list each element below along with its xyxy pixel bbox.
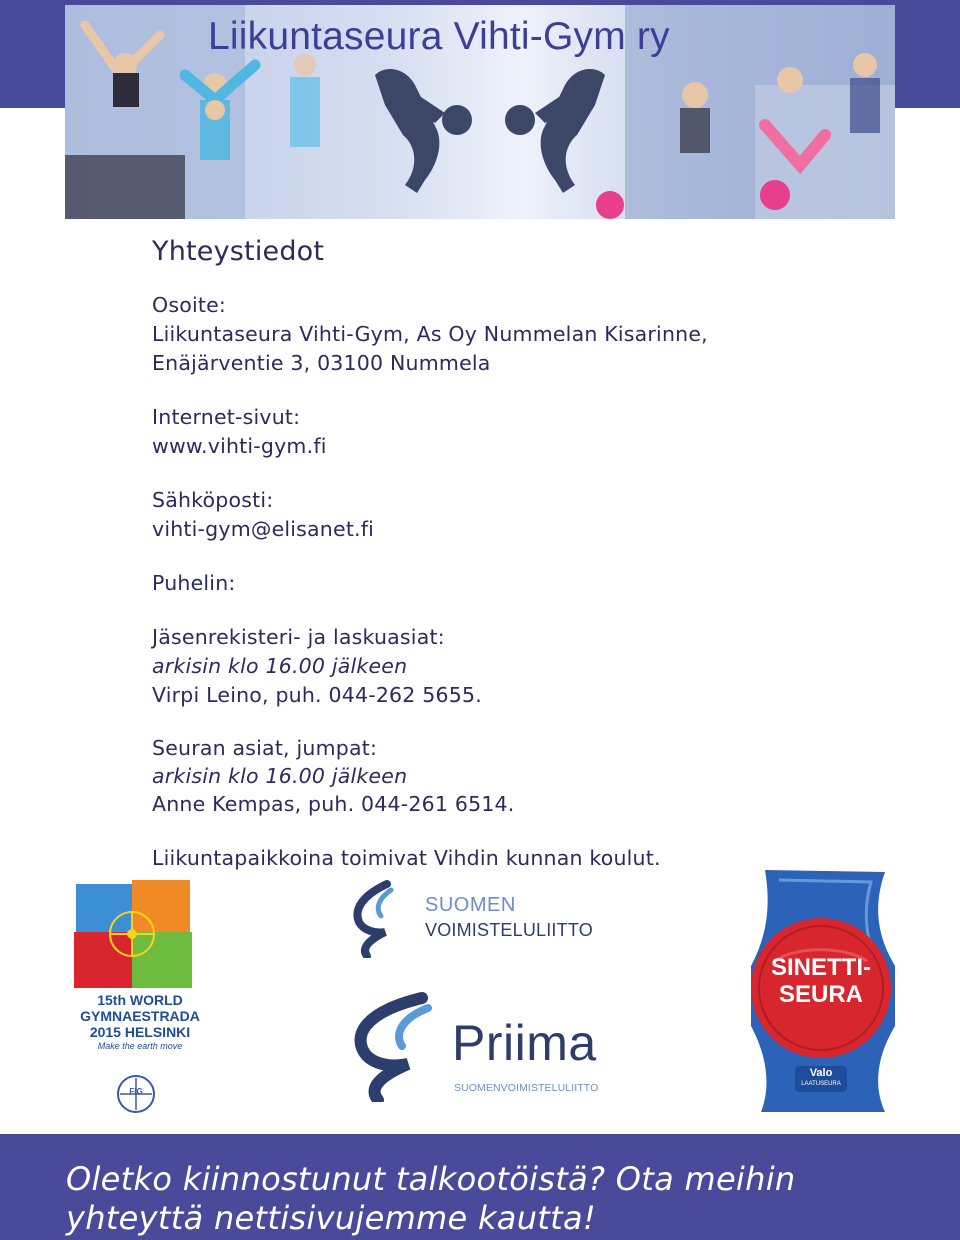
phone-label: Puhelin: bbox=[152, 571, 236, 595]
priima-swoosh-icon bbox=[340, 992, 450, 1102]
fig-label: FIG bbox=[129, 1087, 143, 1096]
email-label: Sähköposti: bbox=[152, 488, 274, 512]
footer-line-2: yhteyttä nettisivujemme kautta! bbox=[66, 1199, 597, 1237]
membership-hours: arkisin klo 16.00 jälkeen bbox=[152, 654, 408, 678]
club-hours: arkisin klo 16.00 jälkeen bbox=[152, 764, 408, 788]
membership-label: Jäsenrekisteri- ja laskuasiat: bbox=[152, 625, 445, 649]
sinettiseura-badge bbox=[745, 866, 900, 1116]
page-title: Liikuntaseura Vihti-Gym ry bbox=[208, 15, 670, 58]
club-contact: Anne Kempas, puh. 044-261 6514. bbox=[152, 792, 515, 816]
web-label: Internet-sivut: bbox=[152, 405, 301, 429]
footer-line-1: Oletko kiinnostunut talkootöistä? Ota meihin bbox=[66, 1160, 796, 1198]
sinettiseura-line-2: SEURA bbox=[778, 981, 863, 1008]
swoosh-icon bbox=[345, 878, 415, 958]
priima-logo bbox=[340, 992, 630, 1102]
web-link[interactable]: www.vihti-gym.fi bbox=[152, 434, 327, 458]
address-line-1: Liikuntaseura Vihti-Gym, As Oy Nummelan Kisarinne, bbox=[152, 322, 708, 346]
email-link[interactable]: vihti-gym@elisanet.fi bbox=[152, 517, 375, 541]
priima-subtitle: SUOMENVOIMISTELULIITTO bbox=[454, 1082, 599, 1094]
address-label: Osoite: bbox=[152, 293, 227, 317]
gymnaestrada-line-3: 2015 HELSINKI bbox=[89, 1024, 191, 1040]
valo-badge: Valo bbox=[809, 1067, 833, 1079]
gymnaestrada-line-2: GYMNAESTRADA bbox=[80, 1008, 200, 1024]
contact-heading: Yhteystiedot bbox=[152, 236, 325, 267]
gymnaestrada-line-1: 15th WORLD bbox=[97, 992, 183, 1008]
priima-name: Priima bbox=[452, 1015, 597, 1071]
voimisteluliitto-line-1: SUOMEN bbox=[425, 894, 516, 916]
voimisteluliitto-logo bbox=[345, 878, 615, 958]
sinettiseura-line-1: SINETTI- bbox=[771, 954, 871, 981]
header-banner bbox=[65, 5, 895, 219]
gymnaestrada-slogan: Make the earth move bbox=[97, 1041, 183, 1051]
valo-badge-subtitle: LAATUSEURA bbox=[801, 1081, 841, 1087]
venues-text: Liikuntapaikkoina toimivat Vihdin kunnan koulut. bbox=[152, 846, 661, 870]
club-label: Seuran asiat, jumpat: bbox=[152, 736, 378, 760]
address-line-2: Enäjärventie 3, 03100 Nummela bbox=[152, 351, 491, 375]
membership-contact: Virpi Leino, puh. 044-262 5655. bbox=[152, 683, 482, 707]
gymnaestrada-logo bbox=[70, 880, 200, 1120]
voimisteluliitto-line-2: VOIMISTELULIITTO bbox=[425, 920, 593, 940]
footer-text bbox=[66, 1160, 926, 1238]
